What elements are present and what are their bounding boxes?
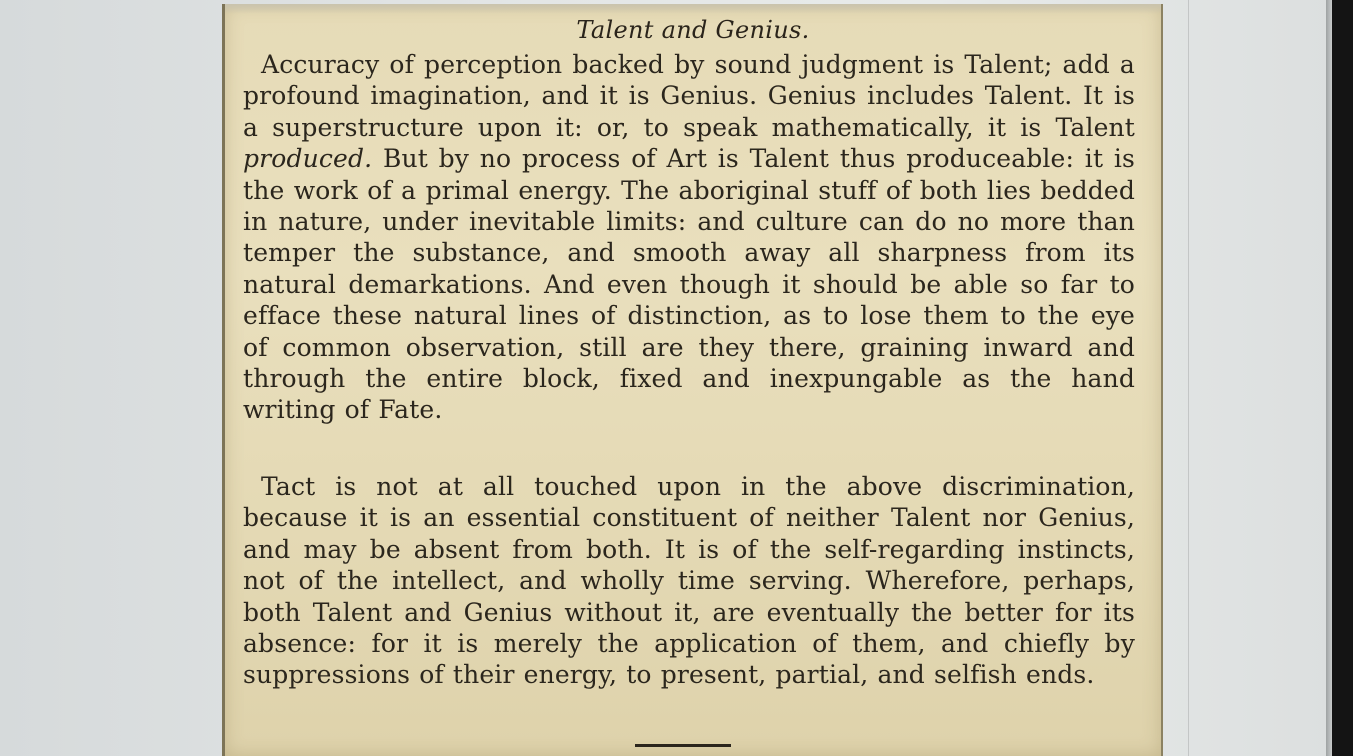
article-title: Talent and Genius.: [576, 16, 810, 44]
paragraph-1-text-start: Accuracy of perception backed by sound judgment is Talent; add a profound imagination, and it is Genius. Genius includes Talent. It is a superstructure upon it: or, to speak mathematically, it is Talent: [243, 50, 1135, 142]
paragraph-1-text-end: But by no process of Art is Talent thus produceable: it is the work of a primal energy. The aboriginal stuff of both lies bedded in nature, under inevitable limits: and culture can do no more than temper the substance, and smooth away all sharpness from its natural demarkations. And even though it should be able so far to efface these natural lines of distinction, as to lose them to the eye of common observation, still are they there, graining inward and through the entire block, fixed and inexpungable as the hand writing of Fate.: [243, 144, 1135, 425]
end-rule: [635, 744, 731, 747]
page-edge-shadow: [1332, 0, 1353, 756]
article-paragraph-1: [243, 49, 1135, 426]
page-fold-line: [1188, 0, 1189, 756]
article-paragraph-2: Tact is not at all touched upon in the above discrimination, because it is an essential constituent of neither Talent nor Genius, and may be absent from both. It is of the self-regarding instincts, not of the intellect, and wholly time serving. Wherefore, perhaps, both Talent and Genius without it, are eventually the better for its absence: for it is merely the application of them, and chiefly by suppressions of their energy, to present, partial, and selfish ends.: [243, 472, 1135, 690]
paragraph-1-italic-word: produced.: [243, 144, 373, 174]
newspaper-clipping: [222, 4, 1163, 756]
